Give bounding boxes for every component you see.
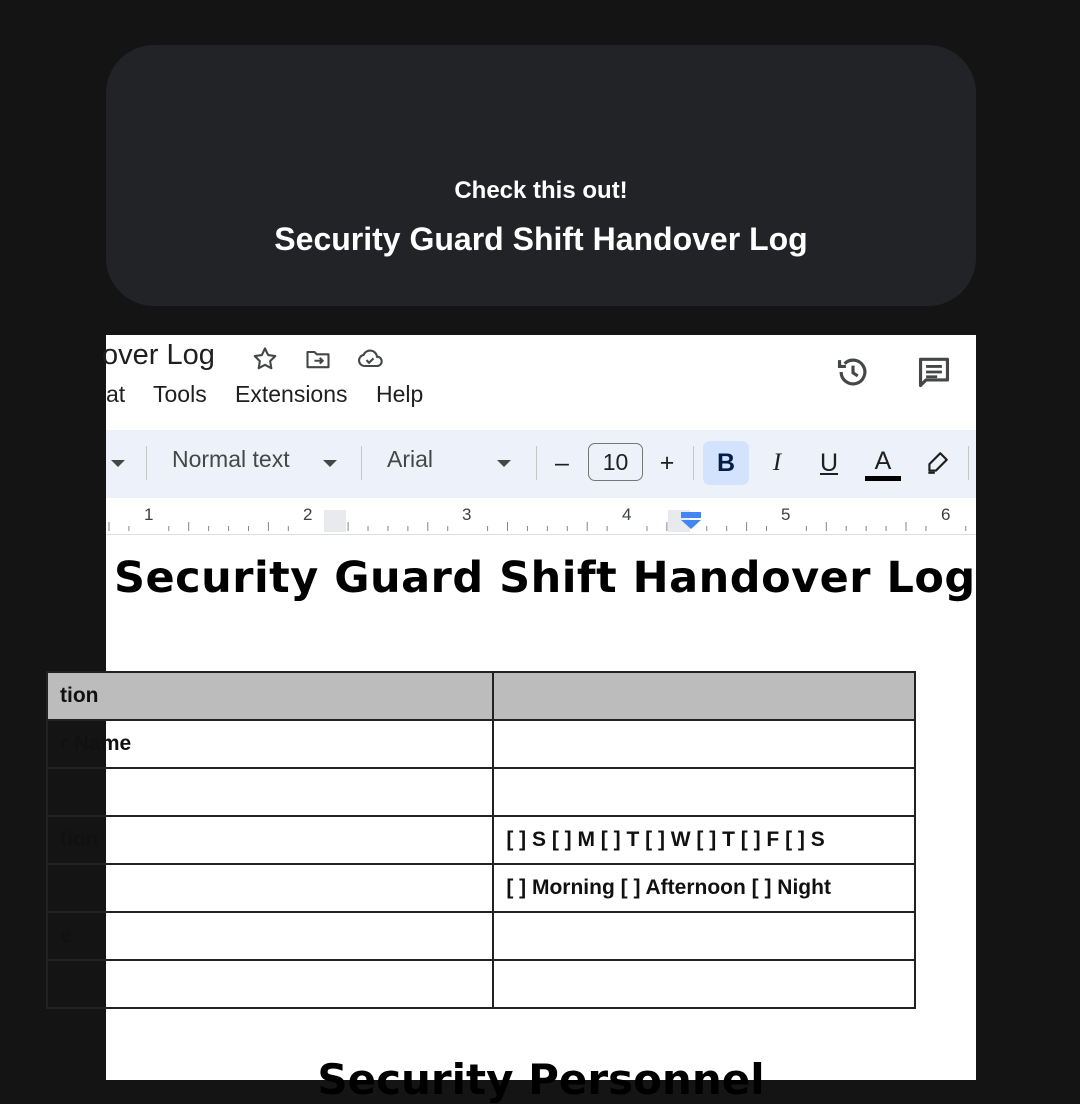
ruler-number: 2 <box>303 505 313 524</box>
ruler-number: 3 <box>462 505 472 524</box>
underline-button[interactable]: U <box>819 449 839 477</box>
ruler-number: 1 <box>144 505 154 524</box>
ruler <box>106 498 976 535</box>
table-row <box>47 960 915 1008</box>
text-color-swatch <box>865 476 901 481</box>
move-folder-icon[interactable] <box>304 345 332 373</box>
table-row <box>47 768 915 816</box>
table-cell[interactable] <box>47 768 493 816</box>
formatting-toolbar <box>106 430 976 498</box>
comments-icon[interactable] <box>915 353 953 391</box>
handover-table <box>46 671 916 1009</box>
table-cell[interactable] <box>493 672 915 720</box>
table-row <box>47 672 915 720</box>
italic-button[interactable]: I <box>772 449 782 476</box>
version-history-icon[interactable] <box>834 353 872 391</box>
menu-format[interactable]: at <box>106 381 126 407</box>
font-dropdown[interactable]: Arial <box>387 446 434 472</box>
document-page <box>60 535 976 1104</box>
highlight-pen-icon[interactable] <box>924 450 950 476</box>
chevron-down-icon[interactable] <box>497 460 511 467</box>
table-row <box>47 864 915 912</box>
table-row <box>47 912 915 960</box>
table-cell[interactable]: e <box>47 912 493 960</box>
docs-header <box>102 335 976 430</box>
style-dropdown[interactable]: Normal text <box>172 446 290 472</box>
menu-tools[interactable]: Tools <box>153 381 207 407</box>
toolbar-separator <box>361 446 362 480</box>
docs-screenshot <box>60 335 976 1104</box>
toolbar-separator <box>968 446 969 480</box>
column-marker[interactable] <box>324 510 346 532</box>
table-cell[interactable]: [ ] Morning [ ] Afternoon [ ] Night <box>493 864 915 912</box>
menu-help[interactable]: Help <box>376 381 424 407</box>
zoom-dropdown-caret[interactable] <box>111 460 125 467</box>
table-cell[interactable]: [ ] S [ ] M [ ] T [ ] W [ ] T [ ] F [ ] S <box>493 816 915 864</box>
ruler-ticks <box>106 498 976 534</box>
decrease-font-size-button[interactable]: – <box>555 449 569 477</box>
indent-marker-icon[interactable] <box>679 510 703 530</box>
banner-headline: Security Guard Shift Handover Log <box>274 221 808 257</box>
table-cell[interactable]: r Name <box>47 720 493 768</box>
ruler-number: 4 <box>622 505 632 524</box>
table-cell[interactable] <box>493 720 915 768</box>
document-title[interactable]: over Log <box>102 339 215 371</box>
section-title[interactable]: Security Personnel <box>317 1055 765 1104</box>
table-row <box>47 720 915 768</box>
star-icon[interactable] <box>251 345 279 373</box>
toolbar-separator <box>146 446 147 480</box>
toolbar-separator <box>693 446 694 480</box>
table-cell[interactable] <box>493 912 915 960</box>
table-cell[interactable] <box>47 864 493 912</box>
table-cell[interactable] <box>493 960 915 1008</box>
bold-button[interactable]: B <box>703 441 749 485</box>
table-cell[interactable] <box>47 960 493 1008</box>
cloud-saved-icon[interactable] <box>356 345 384 373</box>
table-row <box>47 816 915 864</box>
toolbar-separator <box>536 446 537 480</box>
table-cell[interactable] <box>493 768 915 816</box>
font-size-input[interactable]: 10 <box>588 443 643 481</box>
ruler-number: 6 <box>941 505 951 524</box>
table-cell[interactable]: tion <box>47 672 493 720</box>
table-cell[interactable]: tion <box>47 816 493 864</box>
text-color-label: A <box>874 447 892 475</box>
text-color-button[interactable] <box>860 441 906 485</box>
ruler-number: 5 <box>781 505 791 524</box>
increase-font-size-button[interactable]: + <box>659 449 675 477</box>
promo-banner <box>106 45 976 306</box>
document-heading[interactable]: Security Guard Shift Handover Log <box>114 553 976 603</box>
menu-extensions[interactable]: Extensions <box>235 381 348 407</box>
chevron-down-icon[interactable] <box>323 460 337 467</box>
banner-kicker: Check this out! <box>454 177 628 204</box>
